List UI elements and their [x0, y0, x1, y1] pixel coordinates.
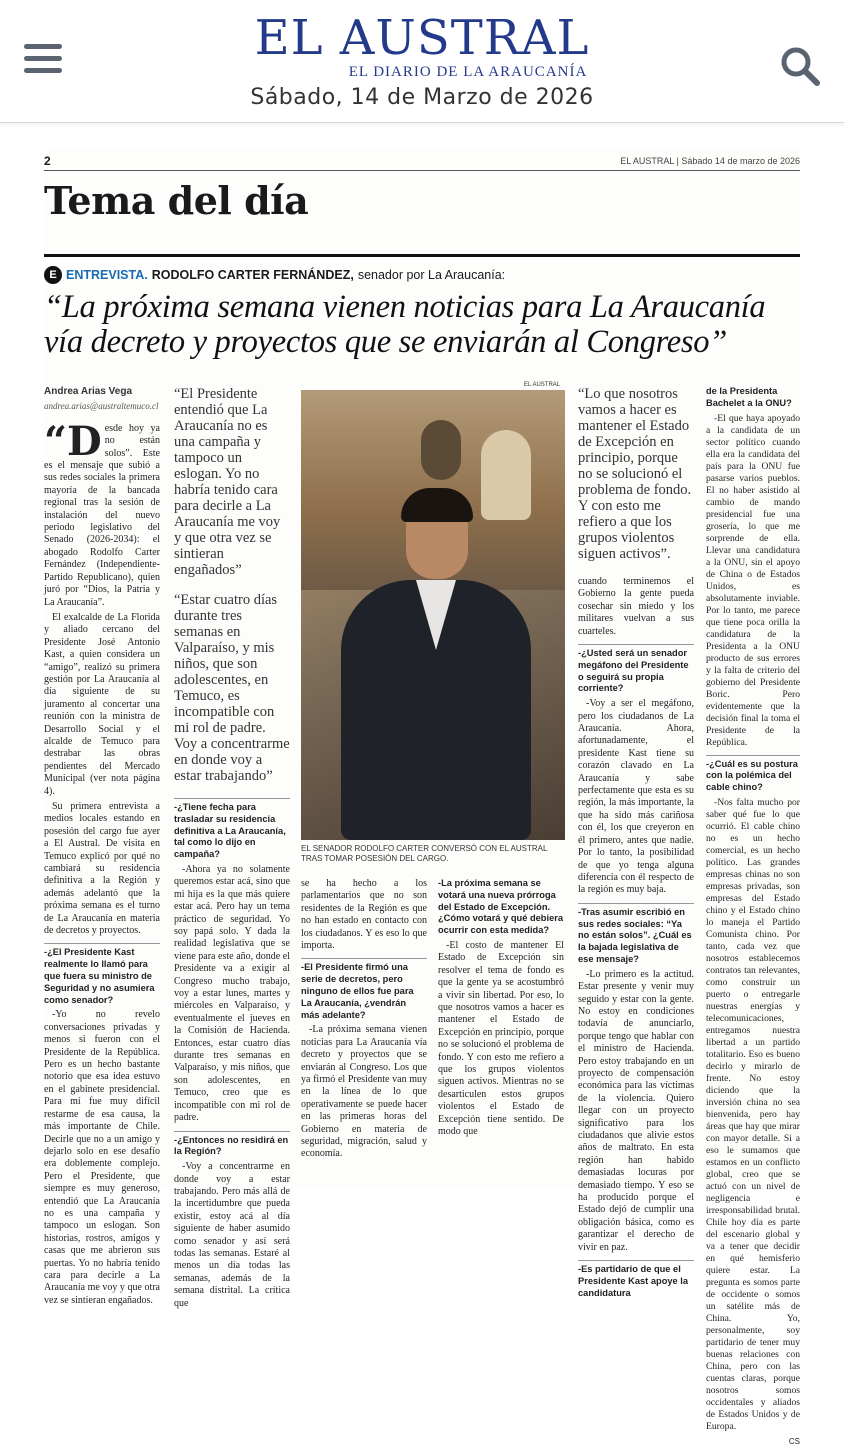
pull-quote: “Lo que nosotros vamos a hacer es mantener el Estado de Excepción en principio, porque no se solucionó el problema de fondo. Y con esto me refiero a que los grupos violentos siguen activos”.	[578, 386, 692, 562]
paragraph: -Voy a concentrarme en donde voy a estar trabajando. Pero más allá de la incertidumbre que pueda existir, estoy acá al día siguiente de haber asumido como senador y así será todas las semanas. Estaré al menos un día todas las semanas, además de la semana distrital. La crítica que	[174, 1161, 290, 1309]
paragraph: esde hoy ya no están solos”. Este es el mensaje que subió a sus redes sociales la primera mayoría de la bancada regional tras la sesión de instalación del nuevo periodo legislativo del Senado (2026-2034): el abogado Rodolfo Carter Fernández (Independiente-Partido Republicano), quien juró por “Dios, la Patria y La Araucanía”.	[44, 422, 160, 608]
paragraph: -Voy a ser el megáfono, pero los ciudadanos de La Araucanía. Ahora, afortunadamente, el presidente Kast tiene su corazón clavado en La Araucanía y sabe perfectamente que esta es su región, la más importante, la que ha sido más cariñosa con él, los que creyeron en él primero, antes que nadie. Por lo tanto, la posibilidad de que yo tenga alguna diferencia con él respecto de la región es muy baja.	[578, 698, 694, 896]
pull-quote: “Estar cuatro días durante tres semanas en Valparaíso, y mis niños, que son adolescentes, en Temuco, es incompatible con mi rol de padre. Voy a concentrarme en donde voy a estar trabajando”	[174, 592, 290, 784]
paragraph: Su primera entrevista a medios locales estando en posesión del cargo fue ayer a El Austral. De visita en Temuco explicó por qué no cambiará su residencia definitiva a la Región y además adelantó que la próxima semana es el turno de La Araucanía en materia de decretos y proyectos.	[44, 801, 160, 937]
interview-badge: E	[44, 266, 62, 284]
page-number: 2	[44, 154, 51, 168]
article-column-1	[44, 386, 160, 1310]
paragraph: -Lo primero es la actitud. Estar presente y venir muy seguido y estar con la gente. No estoy en condiciones todavía de anunciarlo, porque tengo que hablar con el ministro de Hacienda. Pero estoy trabajando en un proyecto de compensación económica para las víctimas de la violencia. Quiero llegar con un proyecto significativo para los ciudadanos que alivie estos años de maltrato. En esta región han habido demasiadas locuras por demasiado tiempo. Y eso se ha producido porque el Estado dejó de cumplir una obligación básica, como es garantizar el derecho de vivir en paz.	[578, 968, 694, 1253]
interview-question: -El Presidente firmó una serie de decretos, pero ninguno de ellos fue para La Araucanía, ¿vendrán más adelante?	[301, 958, 427, 1021]
mural-figure	[481, 430, 531, 520]
article-column-3	[301, 878, 427, 1164]
section-title: Tema del día	[44, 178, 309, 223]
pull-quote: “El Presidente entendió que La Araucanía no es una campaña y tampoco un eslogan. Yo no habría tenido cara para decirle a La Araucanía me voy y que otra vez se sintieran engañados”	[174, 386, 281, 578]
search-icon[interactable]	[778, 44, 822, 88]
paragraph: -La próxima semana vienen noticias para La Araucanía vía decreto y proyectos que se enviarán al Congreso. Los que ya firmó el Presidente van muy en la línea de lo que operativamente se puede hacer en las primeras horas del Gobierno en materia de seguridad, migración, salud y economía.	[301, 1024, 427, 1160]
drop-cap: “D	[44, 417, 102, 465]
article-headline: “La próxima semana vienen noticias para La Araucanía vía decreto y proyectos que se enviarán al Congreso”	[44, 289, 766, 360]
divider	[44, 170, 800, 171]
paragraph: El exalcalde de La Florida y aliado cercano del Presidente José Antonio Kast, a quien considera un “amigo”, realizó su primera gestión por La Araucanía al día siguiente de su juramento al concertar una reunión con la ministra de Desarrollo Social y el alcalde de Temuco para destrabar las obras pendientes del Mercado Municipal (ver nota página 4).	[44, 611, 160, 797]
divider	[44, 254, 800, 257]
author-initials: CS	[788, 1436, 800, 1446]
interview-question: -¿El Presidente Kast realmente lo llamó para que fuera su ministro de Seguridad y no asumiera como senador?	[44, 943, 160, 1006]
interview-question: de la Presidenta Bachelet a la ONU?	[706, 386, 792, 408]
interview-question: -¿Entonces no residirá en la Región?	[174, 1131, 290, 1159]
brand-logo[interactable]: EL AUSTRAL	[254, 10, 590, 66]
photo-caption: EL SENADOR RODOLFO CARTER CONVERSÓ CON EL AUSTRAL TRAS TOMAR POSESIÓN DEL CARGO.	[301, 844, 548, 863]
paragraph: -Nos falta mucho por saber qué fue lo que ocurrió. El cable chino no es un hecho comercial, es un hecho político. Las grandes empresas chinas no son empresas privadas, son empresas del Estado chino y el Estado chino lo maneja el Partido Comunista chino. Por tanto, cada vez que nosotros establecemos contratos tan relevantes, como construir un puerto o entregarle nuestras energías y telecomunicaciones, entregamos nuestra libertad a un partido totalitario. Eso es bueno decirlo y mirarlo de frente. No estoy diciendo que la inversión china no sea bienvenida, pero hay áreas que hay que mirar con mayor detalle. Si a eso le sumamos que estamos en un conflicto global, creo que se actuó con un nivel de negligencia e irresponsabilidad brutal. Chile hoy día es parte del escenario global y va a tener que decidir en qué hemisferio quiere estar. La pregunta es somos parte de occidente o somos un satélite más de China. Yo, personalmente, soy partidario de tener muy buenas relaciones con China, pero con las cuentas claras, porque nosotros somos occidentales y aliados de Estados Unidos y de Europa.	[706, 796, 800, 1432]
masthead	[0, 12, 844, 110]
page-header: EL AUSTRAL | Sábado 14 de marzo de 2026	[620, 156, 800, 166]
interview-question: -La próxima semana se votará una nueva prórroga del Estado de Excepción. ¿Cómo votará y qué debiera ocurrir con esta medida?	[438, 878, 564, 936]
edition-date: Sábado, 14 de Marzo de 2026	[250, 85, 594, 110]
interview-question: -Es partidario de que el Presidente Kast apoye la candidatura	[578, 1260, 694, 1299]
interview-question: -¿Usted será un senador megáfono del Presidente o seguirá su propia corriente?	[578, 644, 694, 695]
byline: Andrea Arias Vega	[44, 386, 133, 397]
article-column-4	[438, 878, 564, 1141]
interview-question: -¿Cuál es su postura con la polémica del cable chino?	[706, 755, 800, 794]
interview-question: -Tras asumir escribió en sus redes sociales: “Ya no están solos”. ¿Cuál es la bajada legislativa de ese mensaje?	[578, 903, 694, 966]
brand-tagline: EL DIARIO DE LA ARAUCANÍA	[348, 64, 588, 80]
kicker-name: RODOLFO CARTER FERNÁNDEZ,	[151, 268, 354, 282]
paragraph: -El que haya apoyado a la candidata de un sector político cuando ella era la candidata del país para la ONU fue pasarse varios pueblos. El no haber asistido al cambio de mando presidencial fue una grosería, lo que me sorprende de ella. Llevar una candidatura a la ONU, sin el apoyo de China o de Estados Unidos, es absolutamente inviable. Por lo tanto, me parece que tiene poca orilla la candidatura de la Presidenta a la ONU producto de sus errores y la falta de criterio del gobierno del Presidente Boric. Pero evidentemente que la decisión final la toma el Presidente de la República.	[706, 412, 800, 748]
article-column-6	[706, 386, 800, 1451]
photo-credit: EL AUSTRAL	[524, 382, 561, 388]
paragraph: -El costo de mantener El Estado de Excepción sin resolver el tema de fondo es que la gente ya se acostumbró a vivir sin libertad. Por eso, lo que nosotros vamos a hacer es mantener el Estado de Excepción en principio, porque no se solucionó el problema de fondo. Y con esto me refiero a que los grupos violentos siguen activos. Mientras no se desarticulen estos grupos violentos el Estado de Excepción tiene sentido. De modo que	[438, 939, 564, 1138]
paragraph: -Ahora ya no solamente queremos estar acá, sino que mi hija es la que más quiere estar acá. Pero hay un tema práctico de seguridad. Yo soy papá solo. Y dada la realidad legislativa que se viene para este año, donde el Presidente va a exigir al Congreso mucho trabajo, voy a estar lunes, martes y miércoles en Valparaíso, y eventualmente el jueves en la Comisión de Hacienda. Entonces, estar cuatro días durante tres semanas en Valparaíso, y mis niños, que son adolescentes, en Temuco, creo que es incompatible con mi rol de padre.	[174, 863, 290, 1124]
article-kicker	[44, 266, 505, 284]
newspaper-page[interactable]	[44, 150, 800, 1446]
article-column-5	[578, 386, 694, 1302]
kicker-role: senador por La Araucanía:	[357, 268, 506, 282]
paragraph: se ha hecho a los parlamentarios que no son residentes de la Región es que no han estado en contacto con los ciudadanos. Y es eso lo que importa.	[301, 878, 427, 952]
app-header	[0, 0, 844, 123]
paragraph: -Yo no revelo conversaciones privadas y menos si fueron con el Presidente de la República. Pero es un hecho bastante notorio que esa idea estuvo en el gabinete presidencial. Para mí fue muy difícil restarme de esa causa, la más importante de Chile. Decirle que no a un amigo y dejarlo solo en ese desafío era doblemente complejo. Pero el Presidente, que siempre es muy generoso, entendió que La Araucanía no es una campaña y tampoco un eslogan. Son historias, rostros, amigos y casas que me abrieron sus puertas. Yo no habría tenido cara para decirle a La Araucanía me voy y que otra vez se sintieran engañados.	[44, 1009, 160, 1306]
senator-photo[interactable]	[301, 390, 565, 840]
interview-question: -¿Tiene fecha para trasladar su residencia definitiva a La Araucanía, tal como lo dijo en campaña?	[174, 798, 290, 861]
article-column-2	[174, 386, 290, 1313]
mural-figure	[421, 420, 461, 480]
paragraph: cuando terminemos el Gobierno la gente pueda cosechar sin miedo y los militares vuelvan a sus cuarteles.	[578, 576, 694, 637]
author-email[interactable]: andrea.arias@australtemuco.cl	[44, 401, 159, 412]
kicker-type: ENTREVISTA.	[66, 268, 148, 282]
